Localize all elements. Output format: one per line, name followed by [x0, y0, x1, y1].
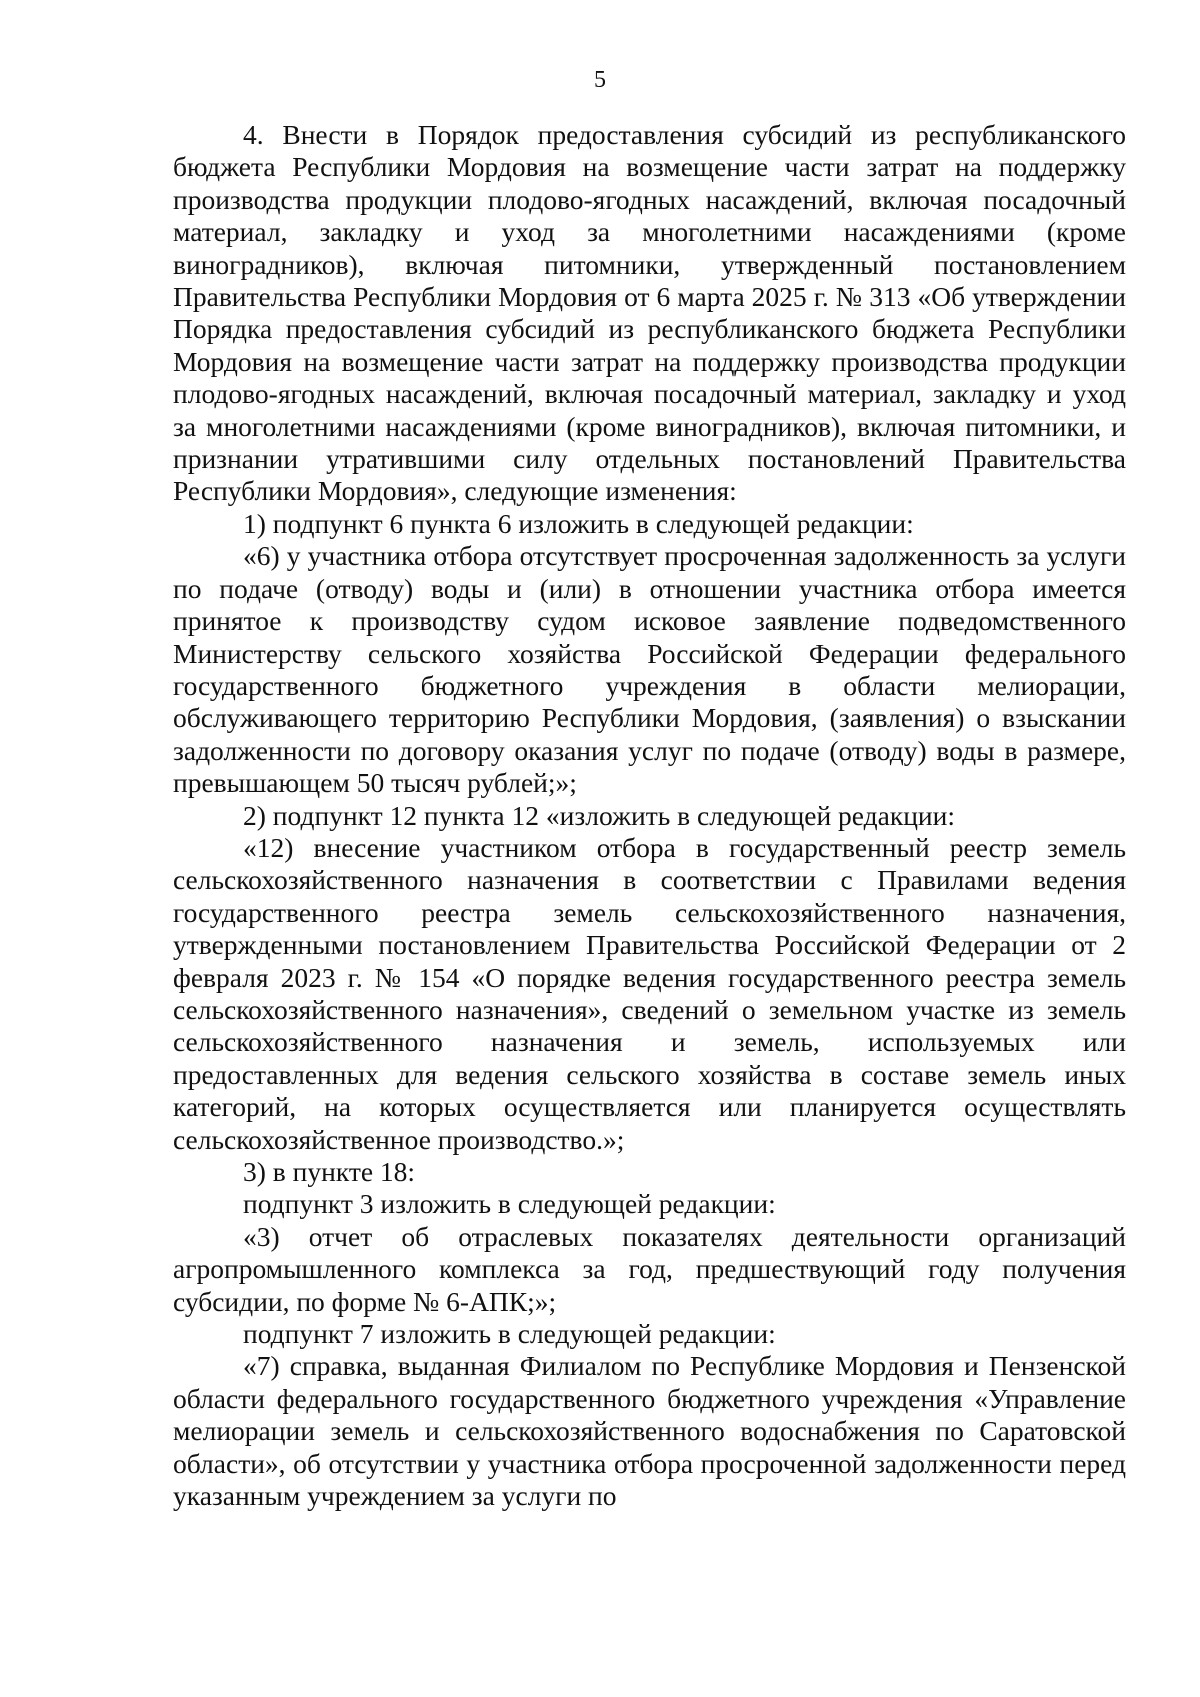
paragraph-subitem-1: 1) подпункт 6 пункта 6 изложить в следующей редакции:	[243, 507, 914, 539]
paragraph-item-4: 4. Внести в Порядок предоставления субсидий из республиканского бюджета Республики Мордовия на возмещение части затрат на поддержку производства продукции плодово-ягодных насаждений, включая посадочный материал, закладку и уход за многолетними насаждениями (кроме виноградников), включая питомники, утвержденный постановлением Правительства Республики Мордовия от 6 марта 2025 г. № 313 «Об утверждении Порядка предоставления субсидий из республиканского бюджета Республики Мордовия на возмещение части затрат на поддержку производства продукции плодово-ягодных насаждений, включая посадочный материал, закладку и уход за многолетними насаждениями (кроме виноградников), включая питомники, и признании утратившими силу отдельных постановлений Правительства Республики Мордовия», следующие изменения:	[173, 119, 1126, 507]
paragraph-quote-7: «7) справка, выданная Филиалом по Республике Мордовия и Пензенской области федерального государственного бюджетного учреждения «Управление мелиорации земель и сельскохозяйственного водоснабжения по Саратовской области», об отсутствии у участника отбора просроченной задолженности перед указанным учреждением за услуги по	[173, 1350, 1126, 1512]
document-body	[173, 119, 1126, 1512]
paragraph-subpoint-7-heading: подпункт 7 изложить в следующей редакции:	[243, 1318, 776, 1350]
paragraph-subitem-2: 2) подпункт 12 пункта 12 «изложить в следующей редакции:	[243, 799, 955, 831]
paragraph-quote-12: «12) внесение участником отбора в государственный реестр земель сельскохозяйственного назначения в соответствии с Правилами ведения государственного реестра земель сельскохозяйственного назначения, утвержденными постановлением Правительства Российской Федерации от 2 февраля 2023 г. № 154 «О порядке ведения государственного реестра земель сельскохозяйственного назначения», сведений о земельном участке из земель сельскохозяйственного назначения и земель, используемых или предоставленных для ведения сельского хозяйства в составе земель иных категорий, на которых осуществляется или планируется осуществлять сельскохозяйственное производство.»;	[173, 831, 1126, 1155]
paragraph-quote-3: «3) отчет об отраслевых показателях деятельности организаций агропромышленного комплекса за год, предшествующий году получения субсидии, по форме № 6-АПК;»;	[173, 1220, 1126, 1317]
paragraph-subitem-3: 3) в пункте 18:	[243, 1156, 416, 1187]
paragraph-subpoint-3-heading: подпункт 3 изложить в следующей редакции:	[243, 1188, 776, 1220]
page-number: 5	[594, 67, 606, 93]
paragraph-quote-6: «6) у участника отбора отсутствует просроченная задолженность за услуги по подаче (отводу) воды и (или) в отношении участника отбора имеется принятое к производству судом исковое заявление подведомственного Министерству сельского хозяйства Российской Федерации федерального государственного бюджетного учреждения в области мелиорации, обслуживающего территорию Республики Мордовия, (заявления) о взыскании задолженности по договору оказания услуг по подаче (отводу) воды в размере, превышающем 50 тысяч рублей;»;	[173, 540, 1126, 799]
